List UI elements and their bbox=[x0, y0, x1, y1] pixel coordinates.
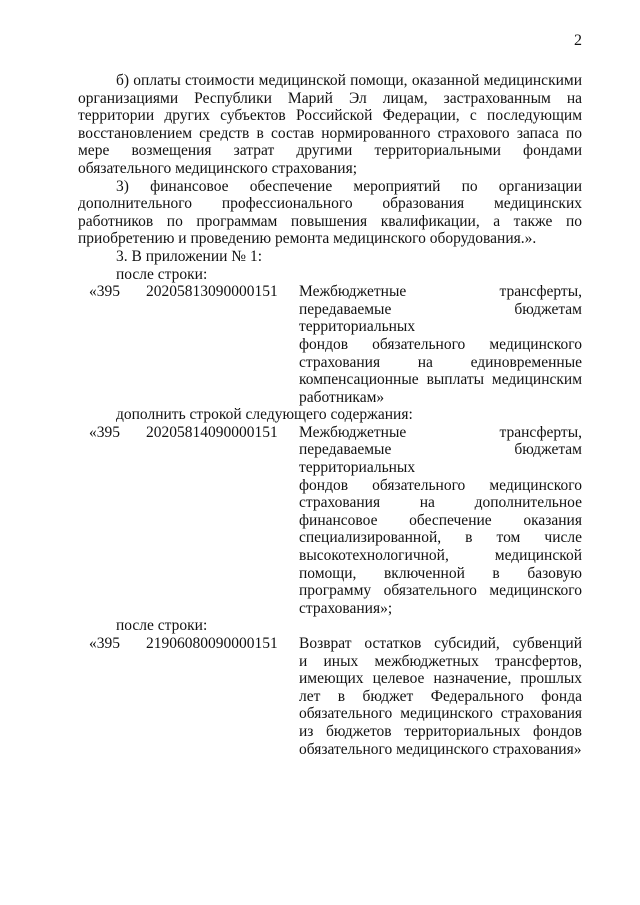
add-row-label: дополнить строкой следующего содержания: bbox=[116, 406, 413, 424]
paragraph-3: 3) финансовое обеспечение мероприятий по организации дополнительного профессионального образования медицинских работников по программам повышения квалификации, а также по приобретению и проведению ремонта медицинского оборудования.». bbox=[78, 177, 582, 248]
item-3-heading: 3. В приложении № 1: bbox=[116, 247, 263, 265]
description-line: передаваемые бюджетам территориальных bbox=[299, 300, 582, 336]
row-description bbox=[299, 424, 582, 618]
document-body bbox=[78, 72, 582, 758]
description-line: передаваемые бюджетам территориальных bbox=[299, 441, 582, 477]
description-line: фондов обязательного медицинского bbox=[299, 335, 582, 353]
description-line: специализированной, в том числе bbox=[299, 529, 582, 547]
row-kbk: 20205814090000151 bbox=[146, 423, 278, 441]
description-line: обязательного медицинского страхования bbox=[299, 705, 582, 723]
description-line: помощи, включенной в базовую bbox=[299, 564, 582, 582]
row-description bbox=[299, 635, 582, 758]
page-number: 2 bbox=[574, 32, 582, 49]
description-line: из бюджетов территориальных фондов bbox=[299, 722, 582, 740]
description-line: финансовое обеспечение оказания bbox=[299, 511, 582, 529]
after-row-label-1: после строки: bbox=[116, 265, 208, 283]
row-code: «395 bbox=[89, 423, 120, 441]
row-code: «395 bbox=[89, 283, 120, 301]
description-line: лет в бюджет Федерального фонда bbox=[299, 687, 582, 705]
description-line: страхования на дополнительное bbox=[299, 494, 582, 512]
table-row bbox=[78, 283, 582, 406]
row-code: «395 bbox=[89, 635, 120, 652]
description-line: Межбюджетные трансферты, bbox=[299, 283, 582, 301]
row-description bbox=[299, 283, 582, 406]
description-line: страхования на единовременные bbox=[299, 353, 582, 371]
description-line: и иных межбюджетных трансфертов, bbox=[299, 652, 582, 670]
paragraph-b: б) оплаты стоимости медицинской помощи, оказанной медицинскими организациями Республики Марий Эл лицам, застрахованным на территории других субъектов Российской Федерации, с последующим восстановлением средств в состав нормированного страхового запаса по мере возмещения затрат другими территориальными фондами обязательного медицинского страхования; bbox=[78, 72, 582, 177]
description-line: высокотехнологичной, медицинской bbox=[299, 547, 582, 565]
description-line: компенсационные выплаты медицинским bbox=[299, 371, 582, 389]
after-row-label-2: после строки: bbox=[116, 617, 208, 635]
row-kbk: 21906080090000151 bbox=[146, 635, 278, 652]
description-line: Межбюджетные трансферты, bbox=[299, 423, 582, 441]
description-line: страхования»; bbox=[299, 599, 393, 617]
row-kbk: 20205813090000151 bbox=[146, 283, 278, 301]
table-row bbox=[78, 635, 582, 758]
description-line: фондов обязательного медицинского bbox=[299, 476, 582, 494]
description-line: имеющих целевое назначение, прошлых bbox=[299, 670, 582, 688]
description-line: обязательного медицинского страхования» bbox=[299, 740, 582, 758]
description-line: работникам» bbox=[299, 388, 385, 406]
table-row bbox=[78, 424, 582, 618]
description-line: Возврат остатков субсидий, субвенций bbox=[299, 635, 582, 652]
description-line: программу обязательного медицинского bbox=[299, 582, 582, 600]
